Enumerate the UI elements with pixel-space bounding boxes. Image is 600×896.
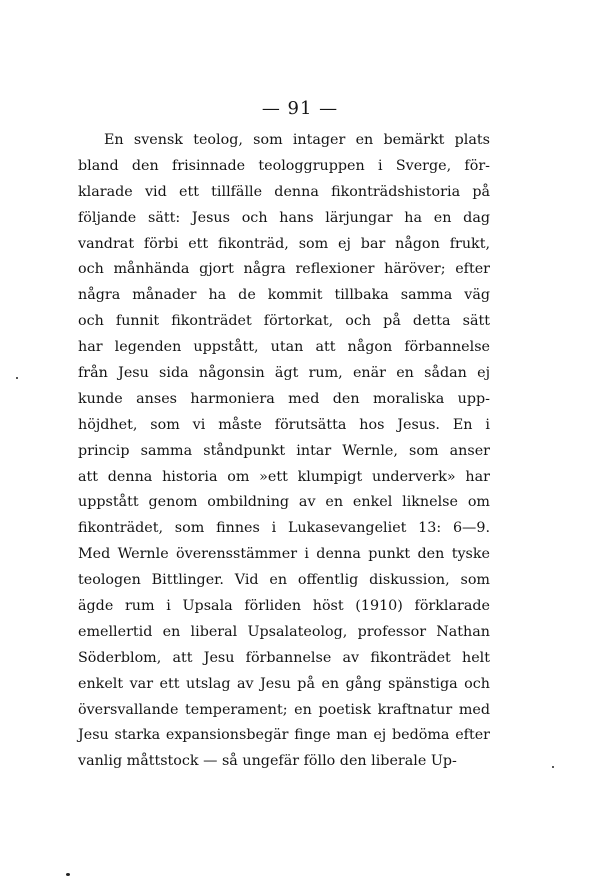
text-line: har legenden uppstått, utan att någon förbannelse <box>78 339 490 356</box>
text-line: höjdhet, som vi måste förutsätta hos Jesus. En i <box>78 416 490 433</box>
text-line: ägde rum i Upsala förliden höst (1910) förklarade <box>78 598 490 615</box>
page-number: — 91 — <box>261 98 339 119</box>
text-line: princip samma ståndpunkt intar Wernle, som anser <box>78 442 490 459</box>
text-line: kunde anses harmoniera med den moraliska upp- <box>78 390 490 407</box>
text-line: bland den frisinnade teologgruppen i Sverge, för- <box>78 157 490 174</box>
body-paragraph <box>78 128 490 775</box>
text-line: från Jesu sida någonsin ägt rum, enär en sådan ej <box>78 365 490 382</box>
text-line: att denna historia om »ett klumpigt underverk» har <box>78 468 490 485</box>
text-line: emellertid en liberal Upsalateolog, professor Nathan <box>78 623 490 640</box>
text-line: fikonträdet, som finnes i Lukasevangeliet 13: 6—9. <box>78 520 490 537</box>
text-line: Med Wernle överensstämmer i denna punkt den tyske <box>78 546 490 563</box>
text-line: översvallande temperament; en poetisk kraftnatur med <box>78 701 490 718</box>
text-line: uppstått genom ombildning av en enkel liknelse om <box>78 494 490 511</box>
text-line: En svensk teolog, som intager en bemärkt plats <box>104 132 490 148</box>
text-line: klarade vid ett tillfälle denna fikonträdshistoria på <box>78 183 490 200</box>
paper-speck <box>66 873 70 876</box>
text-line: vandrat förbi ett fikonträd, som ej bar någon frukt, <box>78 235 490 252</box>
text-line: några månader ha de kommit tillbaka samma väg <box>78 287 490 304</box>
text-line: teologen Bittlinger. Vid en offentlig diskussion, som <box>78 572 490 589</box>
paper-speck <box>552 766 554 768</box>
text-line: vanlig måttstock — så ungefär föllo den liberale Up- <box>78 753 457 770</box>
paper-speck <box>16 377 18 379</box>
text-line: följande sätt: Jesus och hans lärjungar ha en dag <box>78 209 490 226</box>
text-line: och månhända gjort några reflexioner häröver; efter <box>78 261 490 278</box>
text-line: enkelt var ett utslag av Jesu på en gång spänstiga och <box>78 675 490 692</box>
text-line: och funnit fikonträdet förtorkat, och på detta sätt <box>78 313 490 330</box>
text-line: Jesu starka expansionsbegär finge man ej bedöma efter <box>78 727 490 744</box>
text-line: Söderblom, att Jesu förbannelse av fikonträdet helt <box>78 649 490 666</box>
